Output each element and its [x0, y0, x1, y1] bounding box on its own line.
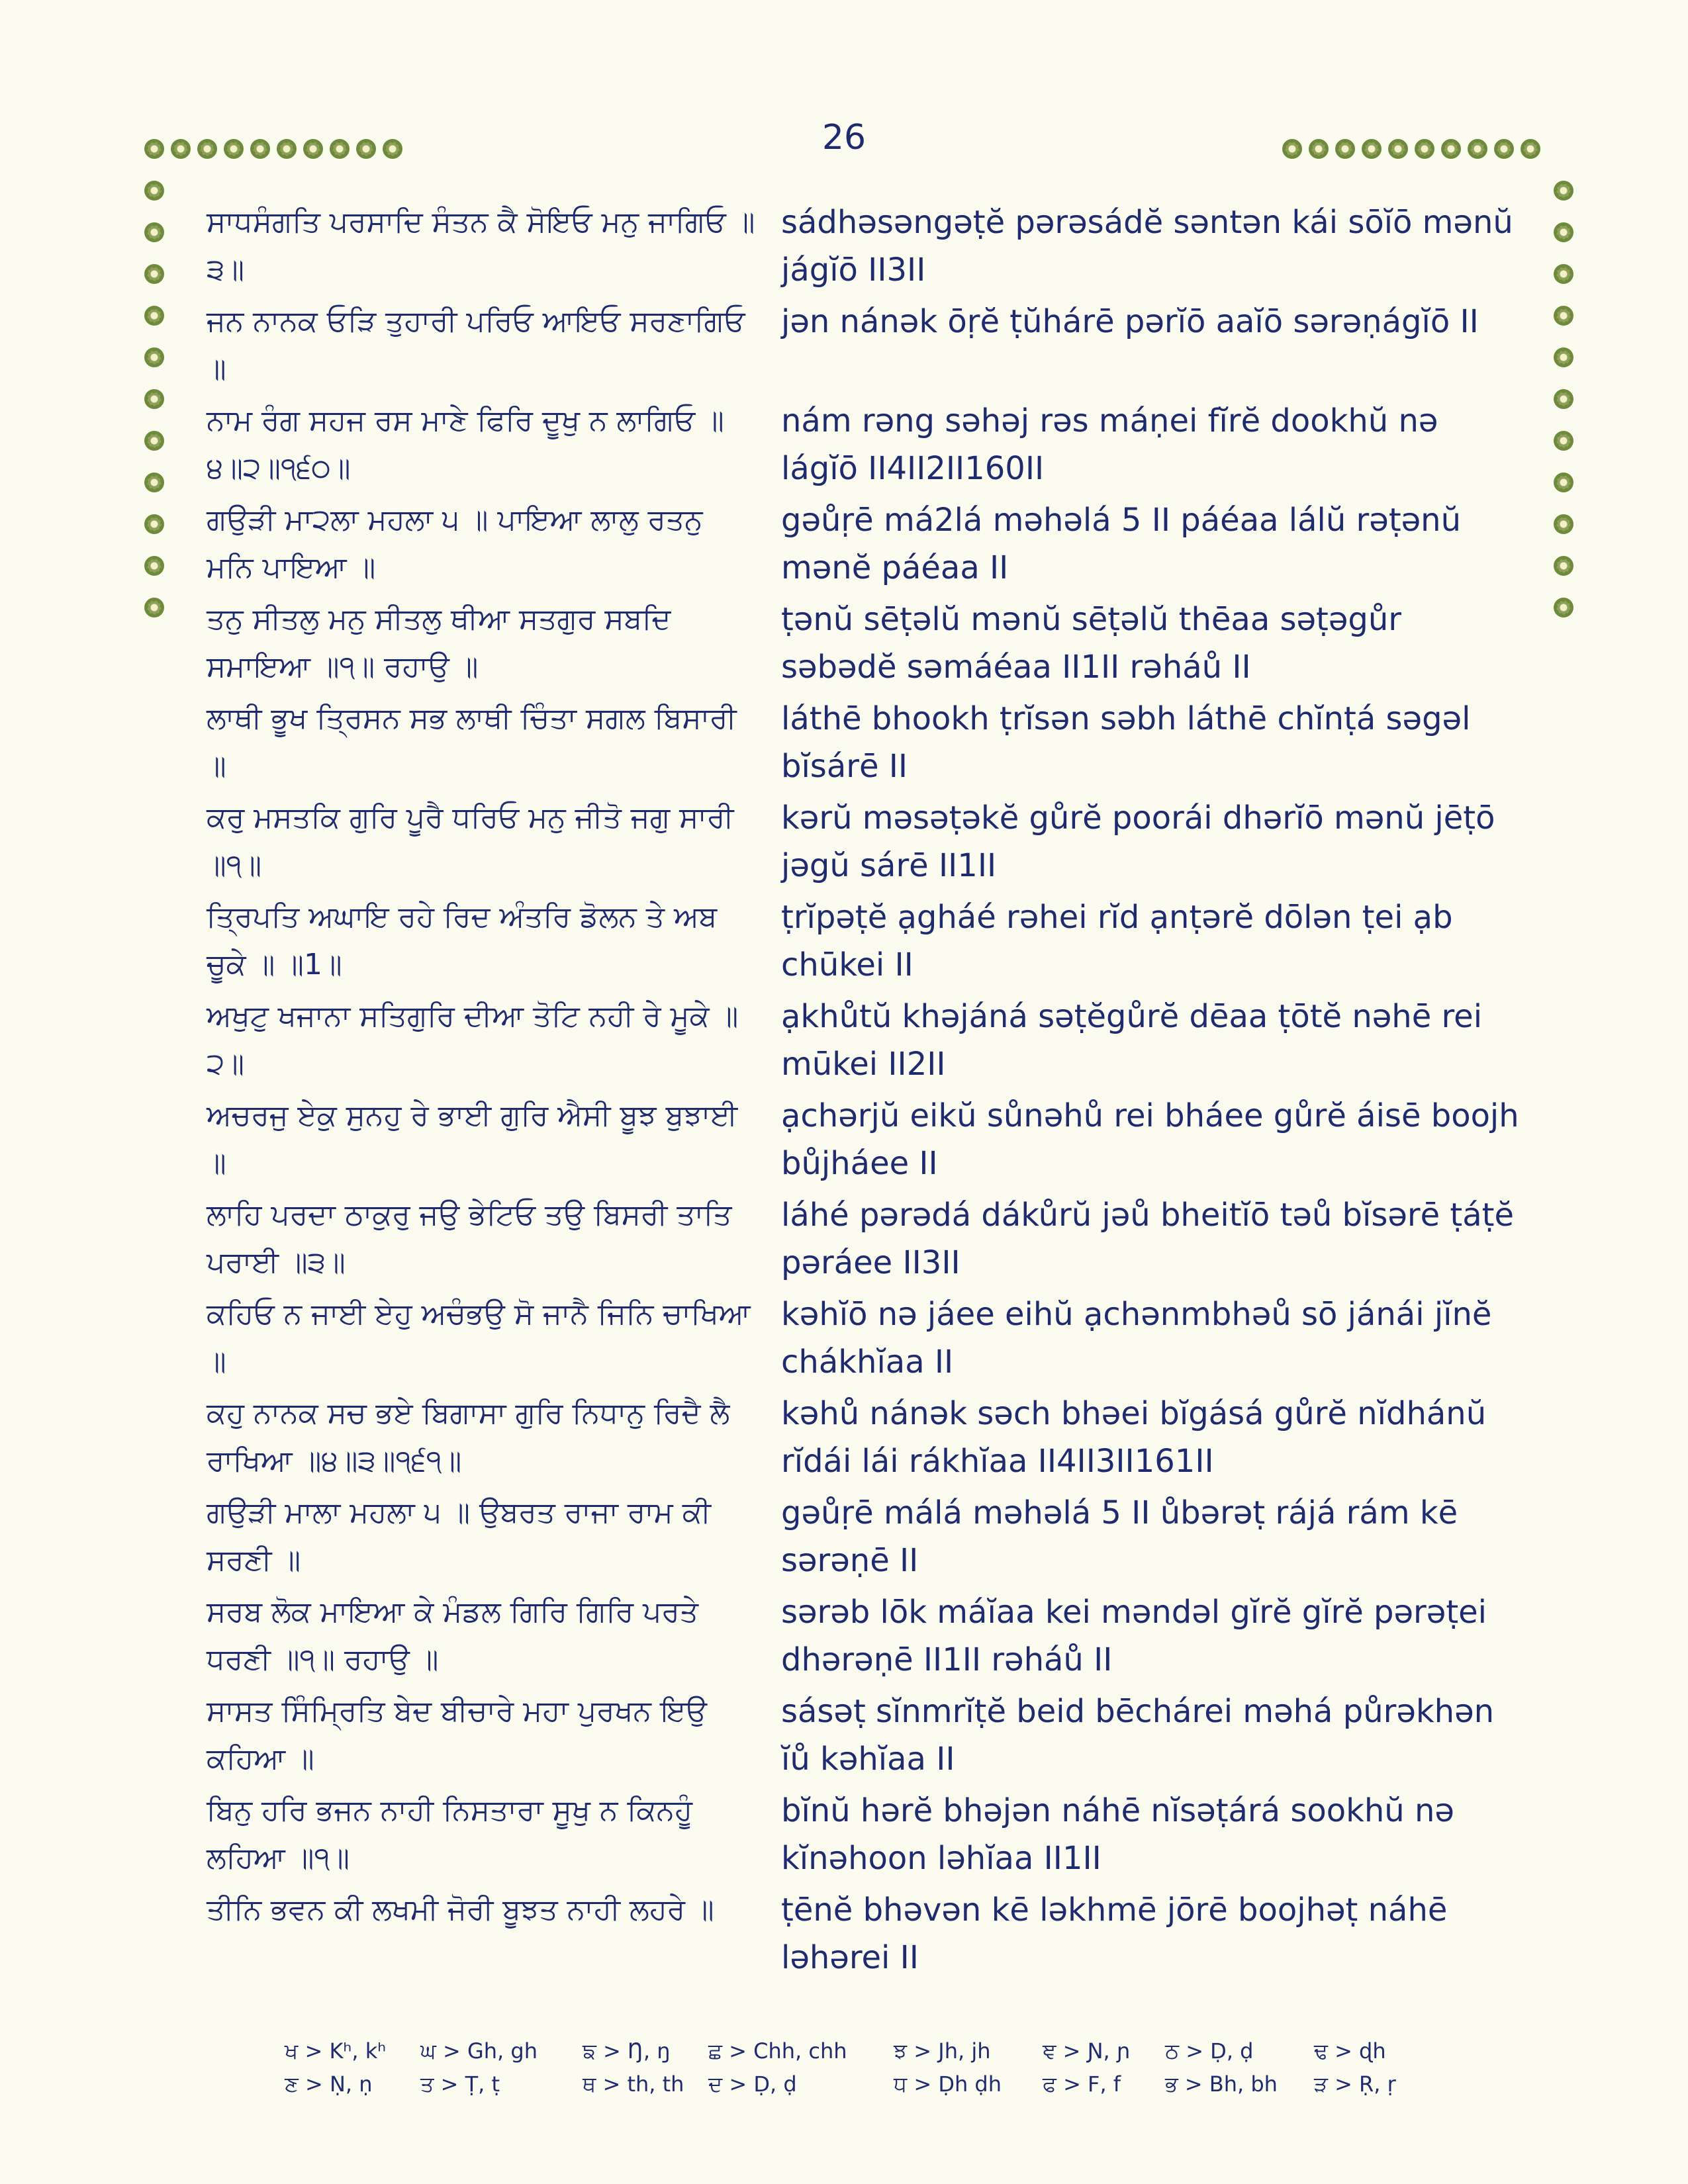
- transliteration-text: sərəb lōk máĭaa kei məndəl gĭrĕ gĭrĕ pərəṭei dhərəṇē II1II rəháů II: [781, 1594, 1487, 1678]
- gurmukhi-text: ਤ੍ਰਿਪਤਿ ਅਘਾਇ ਰਹੇ ਰਿਦ ਅੰਤਰਿ ਡੋਲਨ ਤੇ ਅਬ ਚੂਕੇ ॥ ॥1॥: [207, 900, 718, 981]
- transliteration-text: láthē bhookh ṭrĭsən səbh láthē chĭnṭá səgəl bĭsárē II: [781, 700, 1471, 785]
- flower-ornament-icon: [1554, 264, 1573, 284]
- flower-ornament-icon: [1554, 306, 1573, 326]
- legend-entry: ਘ > Gh, gh: [420, 2038, 538, 2064]
- gurmukhi-text: ਕਹੁ ਨਾਨਕ ਸਚ ਭਏ ਬਿਗਾਸਾ ਗੁਰਿ ਨਿਧਾਨੁ ਰਿਦੈ ਲੈ ਰਾਖਿਆ ॥੪॥੩॥੧੬੧॥: [207, 1396, 730, 1478]
- legend-entry: ਠ > Ḍ, ḍ: [1165, 2038, 1254, 2064]
- flower-ornament-icon: [144, 264, 164, 284]
- flower-ornament-icon: [144, 473, 164, 492]
- legend-entry: ਣ > Ṇ, ṇ: [285, 2071, 373, 2097]
- page-number: 26: [821, 118, 867, 158]
- flower-ornament-icon: [1554, 514, 1573, 534]
- flower-ornament-icon: [1554, 473, 1573, 492]
- transliteration-text: gəůṛē málá məhəlá 5 II ůbərəṭ rájá rám kē sərəṇē II: [781, 1494, 1458, 1579]
- flower-ornament-icon: [383, 139, 402, 159]
- legend-entry: ਙ > Ŋ, ŋ: [583, 2038, 671, 2064]
- transliteration-text: ṭrĭpəṭĕ ạgháé rəhei rĭd ạnṭərĕ dōlən ṭei ạb chūkei II: [781, 899, 1453, 983]
- gurmukhi-text: ਬਿਨੁ ਹਰਿ ਭਜਨ ਨਾਹੀ ਨਿਸਤਾਰਾ ਸੂਖੁ ਨ ਕਿਨਹੂੰ ਲਹਿਆ ॥੧॥: [207, 1794, 693, 1875]
- legend-entry: ਦ > Ḍ, ḍ: [708, 2071, 797, 2097]
- legend-entry: ਭ > Bh, bh: [1165, 2071, 1278, 2097]
- gurmukhi-text: ਅਖੁਟੁ ਖਜਾਨਾ ਸਤਿਗੁਰਿ ਦੀਆ ਤੋਟਿ ਨਹੀ ਰੇ ਮੂਕੇ ॥੨॥: [207, 999, 739, 1081]
- gurmukhi-text: ਗਉੜੀ ਮਾ੨ਲਾ ਮਹਲਾ ੫ ॥ ਪਾਇਆ ਲਾਲੁ ਰਤਨੁ ਮਨਿ ਪਾਇਆ ॥: [207, 503, 703, 584]
- flower-ornament-icon: [1415, 139, 1434, 159]
- flower-ornament-icon: [1494, 139, 1514, 159]
- legend-entry: ੜ > Ṛ, ṛ: [1314, 2071, 1396, 2097]
- gurmukhi-text: ਤੀਨਿ ਭਵਨ ਕੀ ਲਖਮੀ ਜੋਰੀ ਬੂਝਤ ਨਾਹੀ ਲਹਰੇ ॥: [207, 1893, 714, 1927]
- gurmukhi-text: ਨਾਮ ਰੰਗ ਸਹਜ ਰਸ ਮਾਣੇ ਫਿਰਿ ਦੂਖੁ ਨ ਲਾਗਿਓ ॥੪॥੨॥੧੬੦॥: [207, 404, 724, 485]
- flower-ornament-icon: [1554, 389, 1573, 409]
- flower-ornament-icon: [144, 556, 164, 576]
- gurmukhi-text: ਕਰੁ ਮਸਤਕਿ ਗੁਰਿ ਪੂਰੈ ਧਰਿਓ ਮਨੁ ਜੀਤੋ ਜਗੁ ਸਾਰੀ ॥੧॥: [207, 801, 734, 882]
- transliteration-text: ạkhůtŭ khəjáná səṭĕgůrĕ dēaa ṭōtĕ nəhē rei mūkei II2II: [781, 998, 1483, 1083]
- flower-ornament-icon: [144, 514, 164, 534]
- legend-entry: ਝ > Jh, jh: [894, 2038, 991, 2064]
- flower-ornament-icon: [144, 222, 164, 242]
- flower-ornament-icon: [356, 139, 376, 159]
- flower-ornament-icon: [171, 139, 191, 159]
- legend-entry: ਞ > Ɲ, ɲ: [1043, 2038, 1131, 2064]
- flower-ornament-icon: [277, 139, 297, 159]
- gurmukhi-text: ਲਾਹਿ ਪਰਦਾ ਠਾਕੁਰੁ ਜਉ ਭੇਟਿਓ ਤਉ ਬਿਸਰੀ ਤਾਤਿ ਪਰਾਈ ॥੩॥: [207, 1198, 732, 1279]
- gurmukhi-text: ਅਚਰਜੁ ਏਕੁ ਸੁਨਹੁ ਰੇ ਭਾਈ ਗੁਰਿ ਐਸੀ ਬੂਝ ਬੁਝਾਈ ॥: [207, 1099, 738, 1180]
- legend-entry: ਛ > Chh, chh: [708, 2038, 847, 2064]
- flower-ornament-icon: [1441, 139, 1461, 159]
- flower-ornament-icon: [303, 139, 323, 159]
- flower-ornament-icon: [1554, 431, 1573, 451]
- legend-entry: ਖ > Kʰ, kʰ: [285, 2038, 387, 2064]
- transliteration-text: gəůṛē má2lá məhəlá 5 II páéaa lálŭ rəṭənŭ mənĕ páéaa II: [781, 502, 1462, 586]
- flower-ornament-icon: [144, 431, 164, 451]
- gurmukhi-text: ਤਨੁ ਸੀਤਲੁ ਮਨੁ ਸੀਤਲੁ ਥੀਆ ਸਤਗੁਰ ਸਬਦਿ ਸਮਾਇਆ ॥੧॥ ਰਹਾਉ ॥: [207, 602, 671, 684]
- flower-ornament-icon: [1554, 556, 1573, 576]
- legend-entry: ਤ > Ṭ, ṭ: [420, 2071, 500, 2097]
- transliteration-text: kərŭ məsəṭəkĕ gůrĕ poorái dhərĭō mənŭ jēṭō jəgŭ sárē II1II: [781, 799, 1495, 884]
- legend-entry: ਥ > th, th: [583, 2071, 684, 2097]
- transliteration-text: sádhəsəngəṭĕ pərəsádĕ səntən kái sōĭō mənŭ jágĭō II3II: [781, 204, 1513, 289]
- flower-ornament-icon: [1554, 598, 1573, 617]
- legend-entry: ਢ > ɖh: [1314, 2038, 1386, 2064]
- transliteration-text: sásəṭ sĭnmrĭṭĕ beid bēchárei məhá půrəkhən ĭů kəhĭaa II: [781, 1693, 1495, 1778]
- flower-ornament-icon: [1521, 139, 1540, 159]
- flower-ornament-icon: [144, 181, 164, 201]
- legend-entry: ਧ > Ḍh ḍh: [894, 2071, 1002, 2097]
- gurmukhi-text: ਸਰਬ ਲੋਕ ਮਾਇਆ ਕੇ ਮੰਡਲ ਗਿਰਿ ਗਿਰਿ ਪਰਤੇ ਧਰਣੀ ॥੧॥ ਰਹਾਉ ॥: [207, 1595, 698, 1676]
- flower-ornament-icon: [144, 598, 164, 617]
- gurmukhi-text: ਸਾਸਤ ਸਿੰਮ੍ਰਿਤਿ ਬੇਦ ਬੀਚਾਰੇ ਮਹਾ ਪੁਰਖਨ ਇਉ ਕਹਿਆ ॥: [207, 1694, 707, 1776]
- flower-ornament-icon: [1554, 181, 1573, 201]
- flower-ornament-icon: [144, 389, 164, 409]
- flower-ornament-icon: [1282, 139, 1302, 159]
- flower-ornament-icon: [250, 139, 270, 159]
- flower-ornament-icon: [1468, 139, 1487, 159]
- flower-ornament-icon: [144, 347, 164, 367]
- transliteration-text: bĭnŭ hərĕ bhəjən náhē nĭsəṭárá sookhŭ nə kĭnəhoon ləhĭaa II1II: [781, 1792, 1454, 1877]
- transliteration-text: ṭēnĕ bhəvən kē ləkhmē jōrē boojhəṭ náhē ləhərei II: [781, 1891, 1448, 1976]
- flower-ornament-icon: [144, 306, 164, 326]
- legend-entry: ਫ > F, f: [1043, 2071, 1121, 2097]
- flower-ornament-icon: [1554, 222, 1573, 242]
- transliteration-text: nám rəng səhəj rəs máṇei fĭrĕ dookhŭ nə lágĭō II4II2II160II: [781, 402, 1438, 487]
- transliteration-text: jən nánək ōṛĕ ṭŭhárē pərĭō aaĭō sərəṇágĭō II: [781, 303, 1479, 340]
- flower-ornament-icon: [1362, 139, 1382, 159]
- flower-ornament-icon: [144, 139, 164, 159]
- flower-ornament-icon: [1309, 139, 1329, 159]
- flower-ornament-icon: [224, 139, 244, 159]
- flower-ornament-icon: [1554, 347, 1573, 367]
- flower-ornament-icon: [197, 139, 217, 159]
- gurmukhi-text: ਲਾਥੀ ਭੂਖ ਤ੍ਰਿਸਨ ਸਭ ਲਾਥੀ ਚਿੰਤਾ ਸਗਲ ਬਿਸਾਰੀ ॥: [207, 702, 737, 783]
- transliteration-text: ạchərjŭ eikŭ sůnəhů rei bháee gůrĕ áisē boojh bůjháee II: [781, 1097, 1519, 1182]
- flower-ornament-icon: [1388, 139, 1408, 159]
- gurmukhi-text: ਗਉੜੀ ਮਾਲਾ ਮਹਲਾ ੫ ॥ ਉਬਰਤ ਰਾਜਾ ਰਾਮ ਕੀ ਸਰਣੀ ॥: [207, 1496, 711, 1577]
- transliteration-text: kəhĭō nə jáee eihŭ ạchənmbhəů sō jánái jĭnĕ chákhĭaa II: [781, 1296, 1492, 1381]
- transliteration-text: kəhů nánək səch bhəei bĭgásá gůrĕ nĭdhánŭ rĭdái lái rákhĭaa II4II3II161II: [781, 1395, 1487, 1480]
- flower-ornament-icon: [330, 139, 350, 159]
- transliteration-text: ṭənŭ sēṭəlŭ mənŭ sēṭəlŭ thēaa səṭəgůr səbədĕ səmáéaa II1II rəháů II: [781, 601, 1402, 686]
- gurmukhi-text: ਕਹਿਓ ਨ ਜਾਈ ਏਹੁ ਅਚੰਭਉ ਸੋ ਜਾਨੈ ਜਿਨਿ ਚਾਖਿਆ ॥: [207, 1297, 751, 1379]
- gurmukhi-text: ਜਨ ਨਾਨਕ ਓੜਿ ਤੁਹਾਰੀ ਪਰਿਓ ਆਇਓ ਸਰਣਾਗਿਓ ॥: [207, 304, 745, 386]
- transliteration-text: láhé pərədá dákůrŭ jəů bheitĭō təů bĭsərē ṭáṭĕ pəráee II3II: [781, 1197, 1514, 1281]
- gurmukhi-text: ਸਾਧਸੰਗਤਿ ਪਰਸਾਦਿ ਸੰਤਨ ਕੈ ਸੋਇਓ ਮਨੁ ਜਾਗਿਓ ॥੩॥: [207, 205, 755, 287]
- flower-ornament-icon: [1335, 139, 1355, 159]
